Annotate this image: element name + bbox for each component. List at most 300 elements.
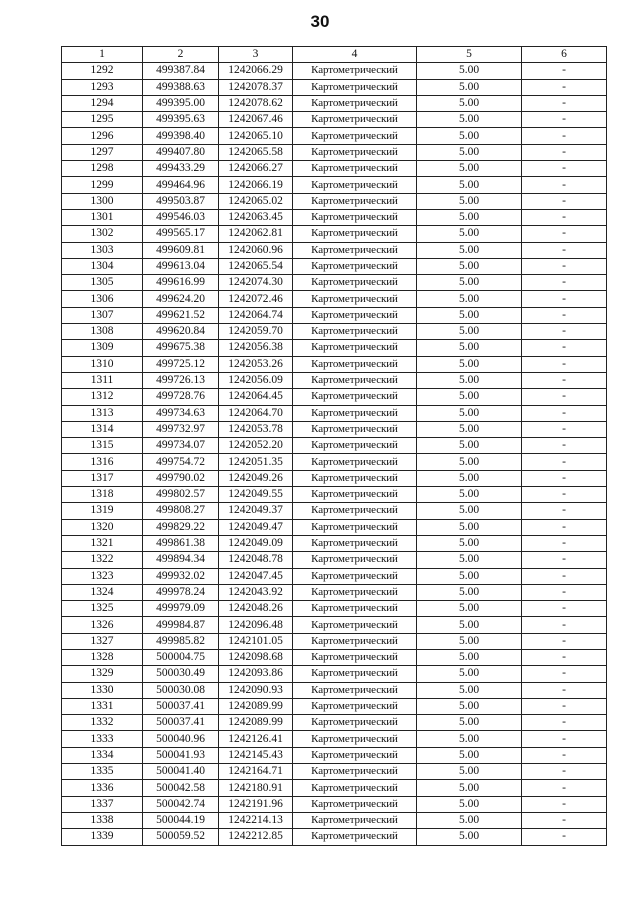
accuracy-cell: 5.00 <box>417 389 522 405</box>
x-coordinate-cell: 499861.38 <box>143 535 219 551</box>
y-coordinate-cell: 1242052.20 <box>219 438 293 454</box>
coordinates-table <box>61 46 607 846</box>
page-number: 30 <box>310 12 330 31</box>
point-number-cell: 1324 <box>62 584 143 600</box>
description-cell: - <box>522 291 607 307</box>
x-coordinate-cell: 499808.27 <box>143 503 219 519</box>
table-row <box>62 275 607 291</box>
accuracy-cell: 5.00 <box>417 226 522 242</box>
accuracy-cell: 5.00 <box>417 421 522 437</box>
description-cell: - <box>522 356 607 372</box>
method-cell: Картометрический <box>293 552 417 568</box>
point-number-cell: 1312 <box>62 389 143 405</box>
description-cell: - <box>522 79 607 95</box>
method-cell: Картометрический <box>293 470 417 486</box>
table-row <box>62 209 607 225</box>
y-coordinate-cell: 1242066.27 <box>219 161 293 177</box>
accuracy-cell: 5.00 <box>417 812 522 828</box>
description-cell: - <box>522 584 607 600</box>
description-cell: - <box>522 438 607 454</box>
point-number-cell: 1314 <box>62 421 143 437</box>
accuracy-cell: 5.00 <box>417 666 522 682</box>
y-coordinate-cell: 1242145.43 <box>219 747 293 763</box>
description-cell: - <box>522 454 607 470</box>
point-number-cell: 1335 <box>62 764 143 780</box>
accuracy-cell: 5.00 <box>417 796 522 812</box>
accuracy-cell: 5.00 <box>417 242 522 258</box>
y-coordinate-cell: 1242065.54 <box>219 258 293 274</box>
y-coordinate-cell: 1242049.37 <box>219 503 293 519</box>
table-row <box>62 568 607 584</box>
accuracy-cell: 5.00 <box>417 63 522 79</box>
y-coordinate-cell: 1242059.70 <box>219 324 293 340</box>
point-number-cell: 1336 <box>62 780 143 796</box>
description-cell: - <box>522 324 607 340</box>
description-cell: - <box>522 698 607 714</box>
method-cell: Картометрический <box>293 275 417 291</box>
description-cell: - <box>522 177 607 193</box>
table-row <box>62 340 607 356</box>
table-row <box>62 649 607 665</box>
x-coordinate-cell: 499734.63 <box>143 405 219 421</box>
x-coordinate-cell: 499790.02 <box>143 470 219 486</box>
description-cell: - <box>522 258 607 274</box>
x-coordinate-cell: 499978.24 <box>143 584 219 600</box>
y-coordinate-cell: 1242065.10 <box>219 128 293 144</box>
point-number-cell: 1316 <box>62 454 143 470</box>
table-row <box>62 95 607 111</box>
y-coordinate-cell: 1242064.45 <box>219 389 293 405</box>
method-cell: Картометрический <box>293 601 417 617</box>
table-row <box>62 780 607 796</box>
point-number-cell: 1302 <box>62 226 143 242</box>
method-cell: Картометрический <box>293 405 417 421</box>
table-row <box>62 812 607 828</box>
point-number-cell: 1330 <box>62 682 143 698</box>
method-cell: Картометрический <box>293 389 417 405</box>
method-cell: Картометрический <box>293 454 417 470</box>
x-coordinate-cell: 500044.19 <box>143 812 219 828</box>
point-number-cell: 1296 <box>62 128 143 144</box>
description-cell: - <box>522 829 607 845</box>
method-cell: Картометрический <box>293 307 417 323</box>
table-row <box>62 438 607 454</box>
table-row <box>62 698 607 714</box>
y-coordinate-cell: 1242048.78 <box>219 552 293 568</box>
x-coordinate-cell: 500037.41 <box>143 715 219 731</box>
description-cell: - <box>522 682 607 698</box>
table-row <box>62 193 607 209</box>
y-coordinate-cell: 1242074.30 <box>219 275 293 291</box>
description-cell: - <box>522 470 607 486</box>
point-number-cell: 1333 <box>62 731 143 747</box>
x-coordinate-cell: 499979.09 <box>143 601 219 617</box>
description-cell: - <box>522 715 607 731</box>
y-coordinate-cell: 1242049.09 <box>219 535 293 551</box>
table-row <box>62 584 607 600</box>
x-coordinate-cell: 500037.41 <box>143 698 219 714</box>
description-cell: - <box>522 503 607 519</box>
point-number-cell: 1338 <box>62 812 143 828</box>
table-row <box>62 747 607 763</box>
accuracy-cell: 5.00 <box>417 601 522 617</box>
table-row <box>62 372 607 388</box>
x-coordinate-cell: 499985.82 <box>143 633 219 649</box>
description-cell: - <box>522 307 607 323</box>
y-coordinate-cell: 1242093.86 <box>219 666 293 682</box>
x-coordinate-cell: 500041.40 <box>143 764 219 780</box>
point-number-cell: 1295 <box>62 112 143 128</box>
method-cell: Картометрический <box>293 226 417 242</box>
method-cell: Картометрический <box>293 535 417 551</box>
description-cell: - <box>522 226 607 242</box>
table-row <box>62 519 607 535</box>
y-coordinate-cell: 1242066.19 <box>219 177 293 193</box>
y-coordinate-cell: 1242065.58 <box>219 144 293 160</box>
x-coordinate-cell: 500004.75 <box>143 649 219 665</box>
method-cell: Картометрический <box>293 715 417 731</box>
method-cell: Картометрический <box>293 764 417 780</box>
table-row <box>62 535 607 551</box>
point-number-cell: 1326 <box>62 617 143 633</box>
accuracy-cell: 5.00 <box>417 633 522 649</box>
table-row <box>62 487 607 503</box>
x-coordinate-cell: 500030.49 <box>143 666 219 682</box>
method-cell: Картометрический <box>293 63 417 79</box>
table-header <box>62 47 607 63</box>
description-cell: - <box>522 649 607 665</box>
accuracy-cell: 5.00 <box>417 177 522 193</box>
y-coordinate-cell: 1242064.70 <box>219 405 293 421</box>
y-coordinate-cell: 1242089.99 <box>219 715 293 731</box>
x-coordinate-cell: 499395.63 <box>143 112 219 128</box>
description-cell: - <box>522 372 607 388</box>
description-cell: - <box>522 633 607 649</box>
method-cell: Картометрический <box>293 95 417 111</box>
y-coordinate-cell: 1242049.47 <box>219 519 293 535</box>
table-row <box>62 454 607 470</box>
point-number-cell: 1311 <box>62 372 143 388</box>
x-coordinate-cell: 499407.80 <box>143 144 219 160</box>
x-coordinate-cell: 499725.12 <box>143 356 219 372</box>
x-coordinate-cell: 499726.13 <box>143 372 219 388</box>
method-cell: Картометрический <box>293 258 417 274</box>
description-cell: - <box>522 193 607 209</box>
accuracy-cell: 5.00 <box>417 731 522 747</box>
column-header-1: 1 <box>62 47 143 63</box>
x-coordinate-cell: 499388.63 <box>143 79 219 95</box>
method-cell: Картометрический <box>293 682 417 698</box>
method-cell: Картометрический <box>293 829 417 845</box>
point-number-cell: 1317 <box>62 470 143 486</box>
y-coordinate-cell: 1242053.78 <box>219 421 293 437</box>
y-coordinate-cell: 1242164.71 <box>219 764 293 780</box>
point-number-cell: 1306 <box>62 291 143 307</box>
x-coordinate-cell: 499464.96 <box>143 177 219 193</box>
x-coordinate-cell: 499894.34 <box>143 552 219 568</box>
description-cell: - <box>522 144 607 160</box>
x-coordinate-cell: 499829.22 <box>143 519 219 535</box>
point-number-cell: 1337 <box>62 796 143 812</box>
accuracy-cell: 5.00 <box>417 454 522 470</box>
point-number-cell: 1325 <box>62 601 143 617</box>
point-number-cell: 1298 <box>62 161 143 177</box>
x-coordinate-cell: 499624.20 <box>143 291 219 307</box>
accuracy-cell: 5.00 <box>417 552 522 568</box>
method-cell: Картометрический <box>293 633 417 649</box>
point-number-cell: 1321 <box>62 535 143 551</box>
method-cell: Картометрический <box>293 128 417 144</box>
method-cell: Картометрический <box>293 666 417 682</box>
point-number-cell: 1300 <box>62 193 143 209</box>
y-coordinate-cell: 1242056.38 <box>219 340 293 356</box>
y-coordinate-cell: 1242062.81 <box>219 226 293 242</box>
method-cell: Картометрический <box>293 144 417 160</box>
table-row <box>62 291 607 307</box>
y-coordinate-cell: 1242063.45 <box>219 209 293 225</box>
x-coordinate-cell: 499546.03 <box>143 209 219 225</box>
table-row <box>62 731 607 747</box>
x-coordinate-cell: 499728.76 <box>143 389 219 405</box>
description-cell: - <box>522 405 607 421</box>
x-coordinate-cell: 499732.97 <box>143 421 219 437</box>
table-body <box>62 63 607 845</box>
y-coordinate-cell: 1242090.93 <box>219 682 293 698</box>
description-cell: - <box>522 796 607 812</box>
x-coordinate-cell: 499621.52 <box>143 307 219 323</box>
method-cell: Картометрический <box>293 421 417 437</box>
y-coordinate-cell: 1242098.68 <box>219 649 293 665</box>
method-cell: Картометрический <box>293 177 417 193</box>
table-row <box>62 389 607 405</box>
table-row <box>62 356 607 372</box>
method-cell: Картометрический <box>293 731 417 747</box>
point-number-cell: 1308 <box>62 324 143 340</box>
y-coordinate-cell: 1242096.48 <box>219 617 293 633</box>
table-row <box>62 324 607 340</box>
accuracy-cell: 5.00 <box>417 764 522 780</box>
point-number-cell: 1297 <box>62 144 143 160</box>
accuracy-cell: 5.00 <box>417 340 522 356</box>
method-cell: Картометрический <box>293 112 417 128</box>
y-coordinate-cell: 1242049.26 <box>219 470 293 486</box>
method-cell: Картометрический <box>293 747 417 763</box>
y-coordinate-cell: 1242064.74 <box>219 307 293 323</box>
accuracy-cell: 5.00 <box>417 535 522 551</box>
description-cell: - <box>522 731 607 747</box>
description-cell: - <box>522 389 607 405</box>
column-header-3: 3 <box>219 47 293 63</box>
y-coordinate-cell: 1242212.85 <box>219 829 293 845</box>
accuracy-cell: 5.00 <box>417 372 522 388</box>
description-cell: - <box>522 601 607 617</box>
point-number-cell: 1310 <box>62 356 143 372</box>
method-cell: Картометрический <box>293 568 417 584</box>
accuracy-cell: 5.00 <box>417 682 522 698</box>
x-coordinate-cell: 499675.38 <box>143 340 219 356</box>
y-coordinate-cell: 1242053.26 <box>219 356 293 372</box>
x-coordinate-cell: 499932.02 <box>143 568 219 584</box>
y-coordinate-cell: 1242214.13 <box>219 812 293 828</box>
description-cell: - <box>522 487 607 503</box>
accuracy-cell: 5.00 <box>417 258 522 274</box>
table-row <box>62 601 607 617</box>
table-row <box>62 421 607 437</box>
table-row <box>62 226 607 242</box>
accuracy-cell: 5.00 <box>417 307 522 323</box>
accuracy-cell: 5.00 <box>417 209 522 225</box>
table-row <box>62 112 607 128</box>
x-coordinate-cell: 499734.07 <box>143 438 219 454</box>
method-cell: Картометрический <box>293 617 417 633</box>
point-number-cell: 1303 <box>62 242 143 258</box>
x-coordinate-cell: 499802.57 <box>143 487 219 503</box>
description-cell: - <box>522 112 607 128</box>
table-row <box>62 307 607 323</box>
description-cell: - <box>522 617 607 633</box>
accuracy-cell: 5.00 <box>417 568 522 584</box>
method-cell: Картометрический <box>293 161 417 177</box>
description-cell: - <box>522 63 607 79</box>
point-number-cell: 1328 <box>62 649 143 665</box>
accuracy-cell: 5.00 <box>417 128 522 144</box>
table-row <box>62 128 607 144</box>
description-cell: - <box>522 552 607 568</box>
table-row <box>62 79 607 95</box>
method-cell: Картометрический <box>293 438 417 454</box>
y-coordinate-cell: 1242072.46 <box>219 291 293 307</box>
point-number-cell: 1309 <box>62 340 143 356</box>
y-coordinate-cell: 1242078.62 <box>219 95 293 111</box>
method-cell: Картометрический <box>293 356 417 372</box>
accuracy-cell: 5.00 <box>417 161 522 177</box>
method-cell: Картометрический <box>293 324 417 340</box>
method-cell: Картометрический <box>293 796 417 812</box>
description-cell: - <box>522 568 607 584</box>
description-cell: - <box>522 666 607 682</box>
accuracy-cell: 5.00 <box>417 144 522 160</box>
table-row <box>62 796 607 812</box>
point-number-cell: 1307 <box>62 307 143 323</box>
accuracy-cell: 5.00 <box>417 438 522 454</box>
point-number-cell: 1319 <box>62 503 143 519</box>
point-number-cell: 1332 <box>62 715 143 731</box>
method-cell: Картометрический <box>293 340 417 356</box>
description-cell: - <box>522 95 607 111</box>
x-coordinate-cell: 500030.08 <box>143 682 219 698</box>
description-cell: - <box>522 519 607 535</box>
description-cell: - <box>522 128 607 144</box>
point-number-cell: 1294 <box>62 95 143 111</box>
method-cell: Картометрический <box>293 584 417 600</box>
y-coordinate-cell: 1242126.41 <box>219 731 293 747</box>
y-coordinate-cell: 1242047.45 <box>219 568 293 584</box>
y-coordinate-cell: 1242180.91 <box>219 780 293 796</box>
method-cell: Картометрический <box>293 519 417 535</box>
column-header-4: 4 <box>293 47 417 63</box>
accuracy-cell: 5.00 <box>417 617 522 633</box>
table-row <box>62 682 607 698</box>
table-row <box>62 764 607 780</box>
accuracy-cell: 5.00 <box>417 780 522 796</box>
column-header-5: 5 <box>417 47 522 63</box>
point-number-cell: 1315 <box>62 438 143 454</box>
accuracy-cell: 5.00 <box>417 405 522 421</box>
x-coordinate-cell: 499984.87 <box>143 617 219 633</box>
point-number-cell: 1299 <box>62 177 143 193</box>
method-cell: Картометрический <box>293 79 417 95</box>
x-coordinate-cell: 499616.99 <box>143 275 219 291</box>
column-header-2: 2 <box>143 47 219 63</box>
point-number-cell: 1339 <box>62 829 143 845</box>
description-cell: - <box>522 780 607 796</box>
table-row <box>62 715 607 731</box>
accuracy-cell: 5.00 <box>417 95 522 111</box>
point-number-cell: 1292 <box>62 63 143 79</box>
method-cell: Картометрический <box>293 242 417 258</box>
table-row <box>62 470 607 486</box>
description-cell: - <box>522 747 607 763</box>
x-coordinate-cell: 499503.87 <box>143 193 219 209</box>
point-number-cell: 1331 <box>62 698 143 714</box>
x-coordinate-cell: 500042.74 <box>143 796 219 812</box>
point-number-cell: 1305 <box>62 275 143 291</box>
table-row <box>62 617 607 633</box>
y-coordinate-cell: 1242101.05 <box>219 633 293 649</box>
accuracy-cell: 5.00 <box>417 487 522 503</box>
point-number-cell: 1301 <box>62 209 143 225</box>
x-coordinate-cell: 499609.81 <box>143 242 219 258</box>
point-number-cell: 1322 <box>62 552 143 568</box>
accuracy-cell: 5.00 <box>417 356 522 372</box>
accuracy-cell: 5.00 <box>417 584 522 600</box>
y-coordinate-cell: 1242066.29 <box>219 63 293 79</box>
point-number-cell: 1323 <box>62 568 143 584</box>
x-coordinate-cell: 499613.04 <box>143 258 219 274</box>
table-row <box>62 552 607 568</box>
y-coordinate-cell: 1242089.99 <box>219 698 293 714</box>
accuracy-cell: 5.00 <box>417 829 522 845</box>
point-number-cell: 1304 <box>62 258 143 274</box>
table-row <box>62 177 607 193</box>
table-row <box>62 633 607 649</box>
point-number-cell: 1320 <box>62 519 143 535</box>
accuracy-cell: 5.00 <box>417 275 522 291</box>
y-coordinate-cell: 1242056.09 <box>219 372 293 388</box>
table-row <box>62 503 607 519</box>
x-coordinate-cell: 500040.96 <box>143 731 219 747</box>
accuracy-cell: 5.00 <box>417 715 522 731</box>
point-number-cell: 1313 <box>62 405 143 421</box>
description-cell: - <box>522 340 607 356</box>
accuracy-cell: 5.00 <box>417 324 522 340</box>
column-header-6: 6 <box>522 47 607 63</box>
method-cell: Картометрический <box>293 209 417 225</box>
method-cell: Картометрический <box>293 291 417 307</box>
accuracy-cell: 5.00 <box>417 193 522 209</box>
point-number-cell: 1327 <box>62 633 143 649</box>
point-number-cell: 1334 <box>62 747 143 763</box>
method-cell: Картометрический <box>293 487 417 503</box>
x-coordinate-cell: 499395.00 <box>143 95 219 111</box>
table-row <box>62 405 607 421</box>
point-number-cell: 1329 <box>62 666 143 682</box>
y-coordinate-cell: 1242049.55 <box>219 487 293 503</box>
accuracy-cell: 5.00 <box>417 291 522 307</box>
accuracy-cell: 5.00 <box>417 79 522 95</box>
y-coordinate-cell: 1242051.35 <box>219 454 293 470</box>
description-cell: - <box>522 209 607 225</box>
